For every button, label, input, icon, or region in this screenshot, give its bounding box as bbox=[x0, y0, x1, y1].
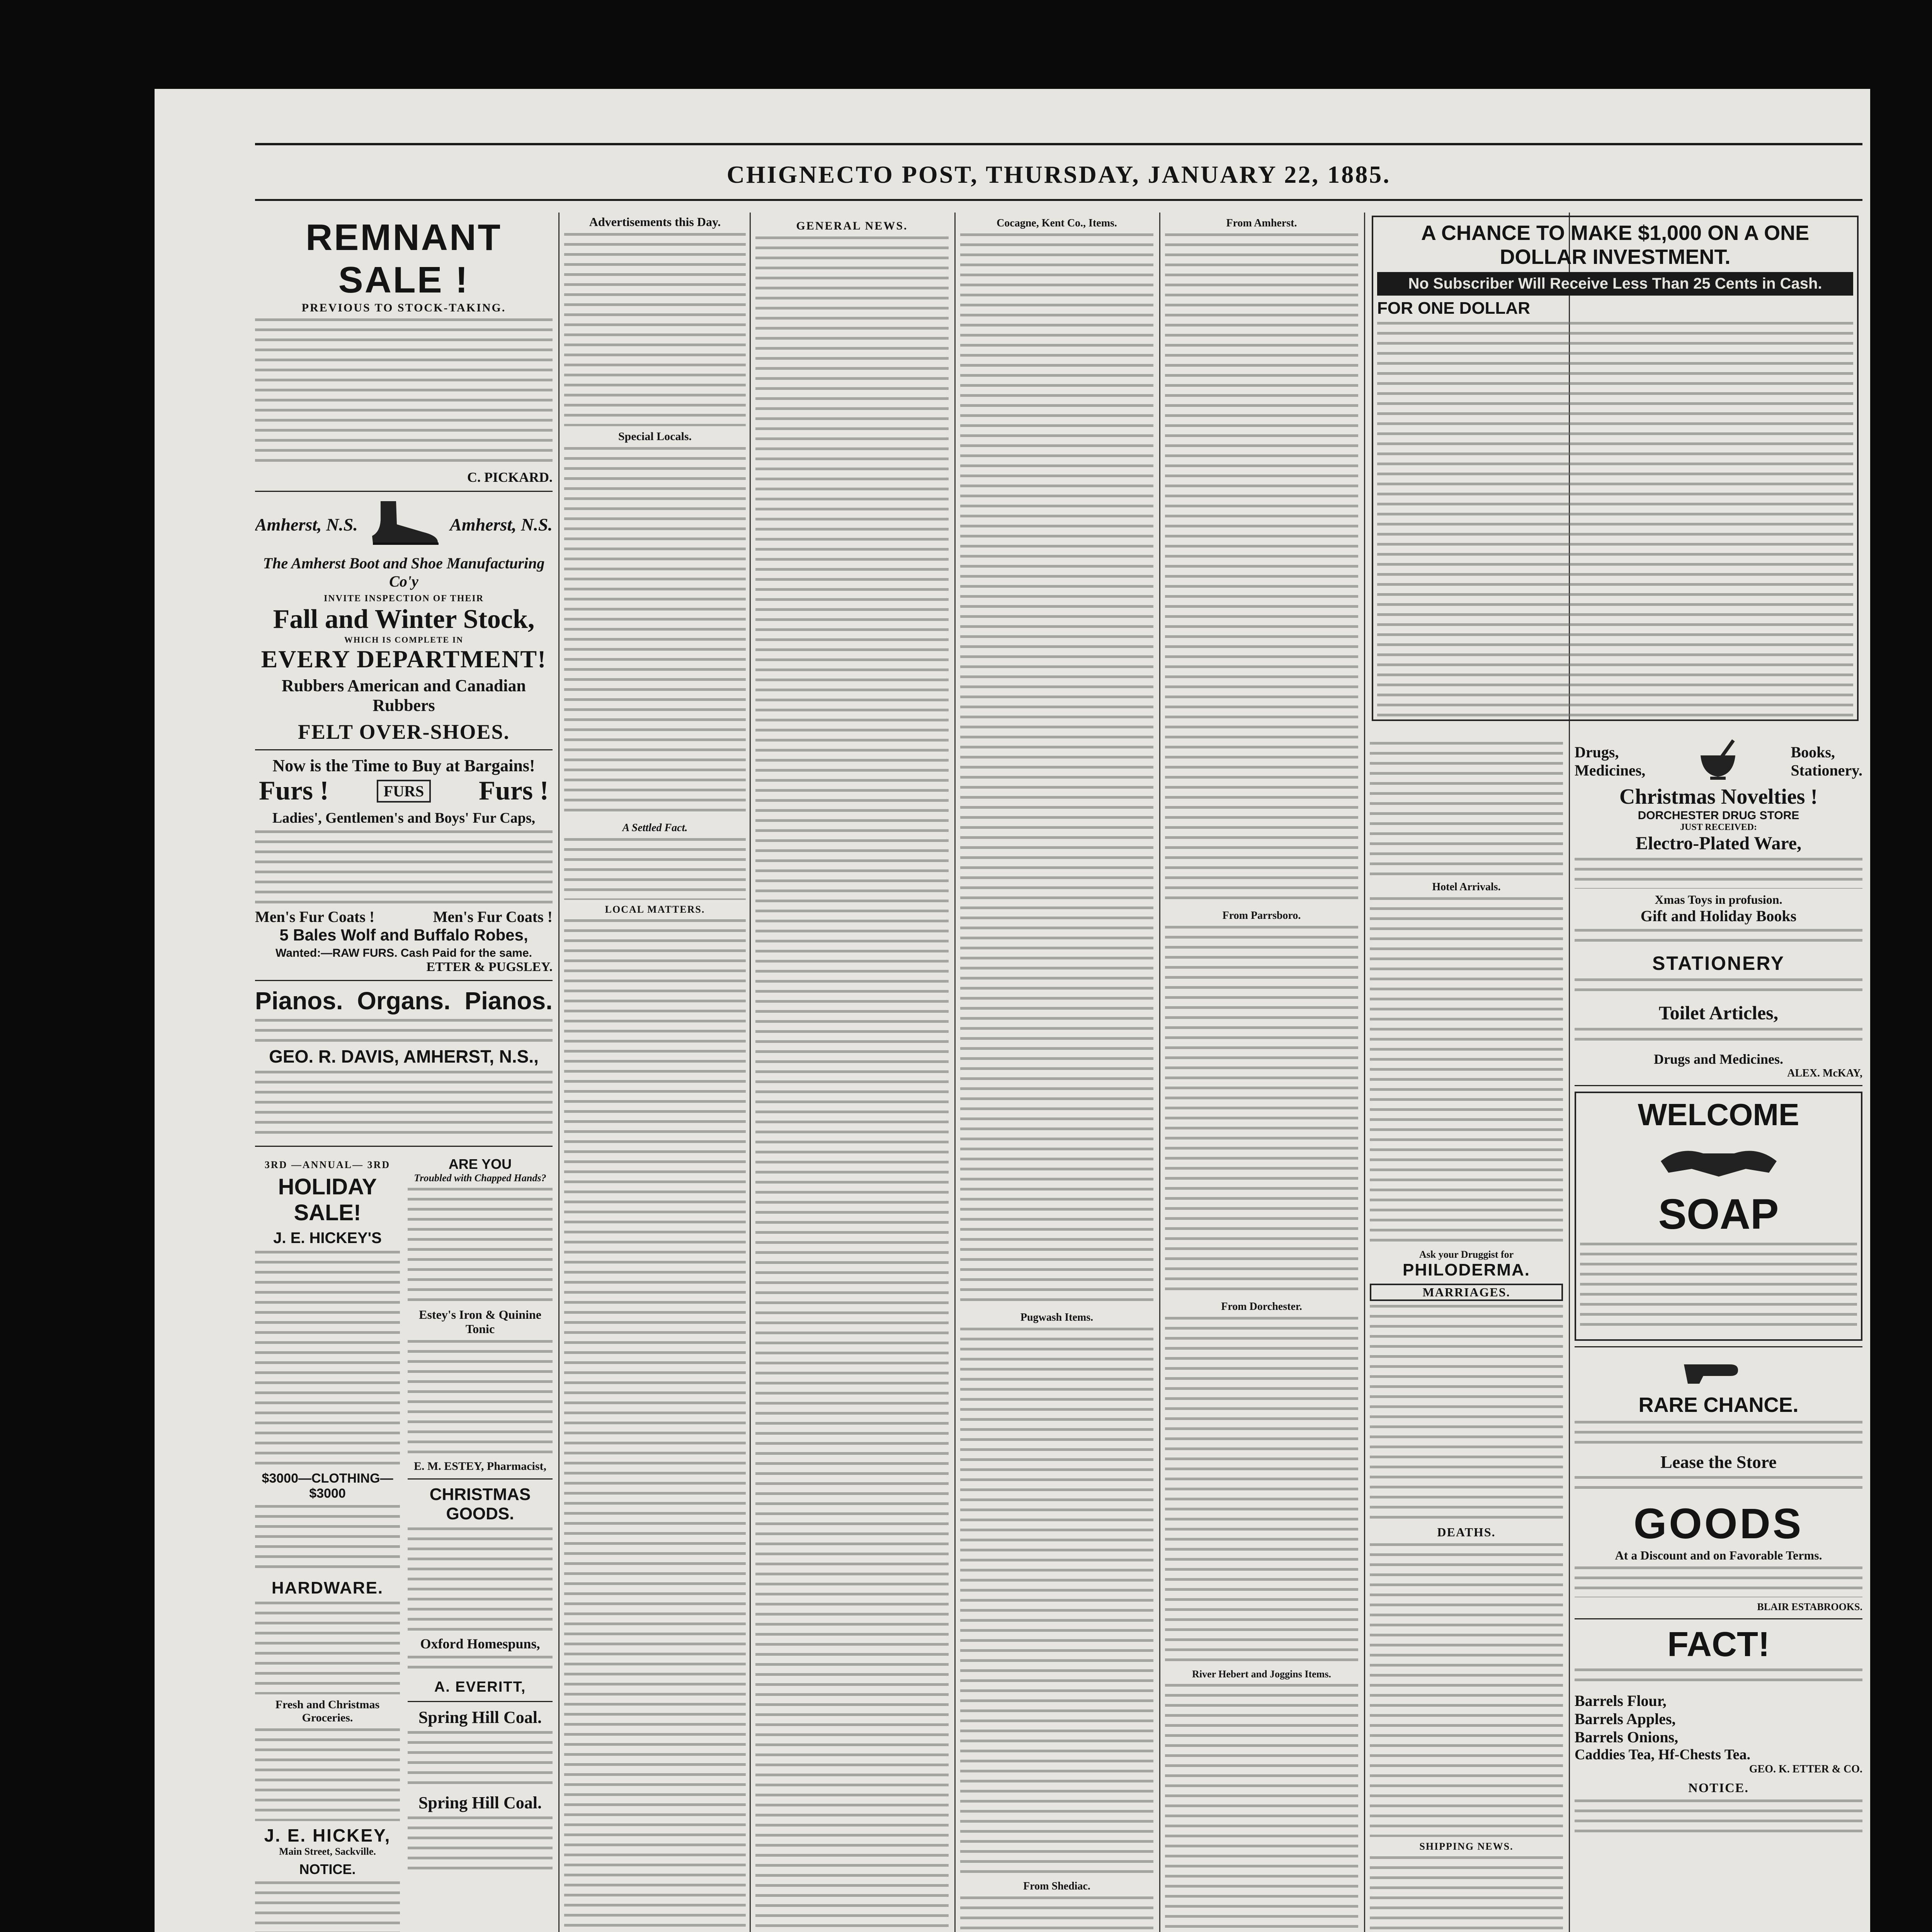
caddies-tea: Caddies Tea, Hf-Chests Tea. bbox=[1575, 1747, 1751, 1763]
groceries-body-text bbox=[255, 1728, 400, 1821]
deaths-title: DEATHS. bbox=[1437, 1525, 1496, 1539]
furs-box: FURS bbox=[377, 780, 431, 803]
column-cocagne bbox=[960, 213, 1153, 1932]
ask-druggist: Ask your Druggist for bbox=[1419, 1249, 1514, 1260]
column-divider bbox=[954, 213, 956, 1932]
fur-list-text bbox=[255, 830, 553, 904]
boot-icon bbox=[365, 497, 442, 552]
tonic-body-text bbox=[408, 1340, 553, 1456]
just-received: JUST RECEIVED: bbox=[1680, 822, 1757, 832]
hickey-ad bbox=[255, 1152, 400, 1932]
stationery-big: STATIONERY bbox=[1652, 952, 1785, 974]
lease-text bbox=[1575, 1476, 1862, 1495]
spring-hill-coal-2: Spring Hill Coal. bbox=[418, 1793, 542, 1812]
are-you: ARE YOU bbox=[448, 1156, 512, 1172]
oxford-body-text bbox=[408, 1656, 553, 1675]
coal-body-text-1 bbox=[408, 1731, 553, 1789]
bottom-ads-split bbox=[255, 1152, 553, 1932]
column-jolicure bbox=[1370, 738, 1563, 1932]
rubbers-line: Rubbers American and Canadian Rubbers bbox=[281, 676, 526, 715]
soap-text bbox=[1580, 1243, 1857, 1332]
chapped-question: Troubled with Chapped Hands? bbox=[414, 1172, 546, 1184]
notice-title: NOTICE. bbox=[299, 1861, 356, 1877]
general-news-text bbox=[755, 236, 949, 1932]
column-divider bbox=[1364, 213, 1365, 1932]
marriages-title: MARRIAGES. bbox=[1370, 1284, 1563, 1301]
special-locals: Special Locals. bbox=[618, 430, 692, 443]
christmas-novelties: Christmas Novelties ! bbox=[1619, 785, 1818, 809]
lease-store: Lease the Store bbox=[1660, 1452, 1777, 1472]
complete-in: WHICH IS COMPLETE IN bbox=[344, 635, 464, 645]
welcome-soap-ad bbox=[1575, 1092, 1862, 1341]
books: Books, bbox=[1791, 743, 1835, 761]
every-department: EVERY DEPARTMENT! bbox=[261, 645, 547, 673]
settled-text bbox=[564, 838, 746, 900]
furs-header bbox=[255, 776, 553, 806]
amherst-left: Amherst, N.S. bbox=[255, 515, 358, 534]
philoderma: PHILODERMA. bbox=[1403, 1260, 1530, 1279]
notice-body-text bbox=[255, 1881, 400, 1932]
shediac-title: From Shediac. bbox=[1023, 1880, 1090, 1892]
furs-left: Furs ! bbox=[259, 776, 329, 806]
estey-tonic: Estey's Iron & Quinine Tonic bbox=[419, 1308, 541, 1336]
pointing-hand-icon bbox=[1575, 1353, 1862, 1388]
column-divider bbox=[1159, 213, 1160, 1932]
organs: Organs. bbox=[357, 987, 451, 1015]
gift-text bbox=[1575, 929, 1862, 948]
fact-title: FACT! bbox=[1667, 1625, 1770, 1664]
marriages-text bbox=[1370, 1305, 1563, 1521]
from-dorchester: From Dorchester. bbox=[1221, 1301, 1302, 1313]
xmas-body-text bbox=[408, 1527, 553, 1632]
river-hebert: River Hebert and Joggins Items. bbox=[1192, 1668, 1331, 1680]
chance-ad-box bbox=[1372, 216, 1859, 721]
handshake-icon bbox=[1580, 1138, 1857, 1184]
etter-pugsley: ETTER & PUGSLEY. bbox=[426, 960, 553, 974]
shediac-text bbox=[960, 1896, 1153, 1932]
drugs-books-row bbox=[1575, 738, 1862, 784]
column-locals bbox=[564, 213, 746, 1932]
xmas-toys: Xmas Toys in profusion. bbox=[1655, 893, 1782, 906]
discount-terms: At a Discount and on Favorable Terms. bbox=[1615, 1548, 1822, 1562]
boot-company-name: The Amherst Boot and Shoe Manufacturing Co'y bbox=[263, 554, 545, 590]
local-matters: LOCAL MATTERS. bbox=[605, 904, 705, 915]
soap-title: SOAP bbox=[1658, 1190, 1779, 1238]
discount-text bbox=[1575, 1566, 1862, 1597]
pianos-left: Pianos. bbox=[255, 987, 343, 1015]
shipping-text bbox=[1370, 1856, 1563, 1932]
mens-coats-right: Men's Fur Coats ! bbox=[433, 908, 553, 925]
newspaper-page bbox=[155, 89, 1870, 1932]
ads-column-left bbox=[255, 213, 553, 1932]
etter-co: GEO. K. ETTER & CO. bbox=[1749, 1763, 1862, 1775]
pianos-right: Pianos. bbox=[464, 987, 553, 1015]
from-amherst: From Amherst. bbox=[1226, 217, 1297, 229]
wolf-robes: 5 Bales Wolf and Buffalo Robes, bbox=[279, 926, 528, 944]
mens-coats-left: Men's Fur Coats ! bbox=[255, 908, 375, 925]
clothing-line: $3000—CLOTHING—$3000 bbox=[262, 1471, 393, 1501]
remnant-subtitle: PREVIOUS TO STOCK-TAKING. bbox=[301, 301, 506, 314]
electro-plated: Electro-Plated Ware, bbox=[1635, 833, 1802, 854]
oxford-homespuns: Oxford Homespuns, bbox=[420, 1636, 540, 1651]
gift-books: Gift and Holiday Books bbox=[1640, 907, 1797, 925]
mens-coats-row bbox=[255, 908, 553, 926]
hebert-text bbox=[1165, 1684, 1358, 1932]
mckay: ALEX. McKAY, bbox=[1787, 1067, 1862, 1079]
fall-winter-stock: Fall and Winter Stock, bbox=[273, 604, 535, 634]
hickey-sign: J. E. HICKEY, bbox=[264, 1825, 391, 1845]
davis-body-text bbox=[255, 1071, 553, 1140]
raw-furs-wanted: Wanted:—RAW FURS. Cash Paid for the same. bbox=[276, 947, 532, 959]
cocagne-title: Cocagne, Kent Co., Items. bbox=[997, 217, 1117, 229]
dorchester-text bbox=[1165, 1317, 1358, 1665]
amherst-header bbox=[255, 497, 553, 552]
drugs: Drugs, bbox=[1575, 743, 1619, 761]
davis-name: GEO. R. DAVIS, AMHERST, N.S., bbox=[269, 1046, 539, 1066]
blair-sign: BLAIR ESTABROOKS. bbox=[1757, 1601, 1862, 1612]
notice-right: NOTICE. bbox=[1688, 1781, 1749, 1795]
settled-fact: A Settled Fact. bbox=[622, 822, 688, 834]
everitt: A. EVERITT, bbox=[434, 1679, 526, 1695]
furs-right: Furs ! bbox=[479, 776, 549, 806]
column-divider bbox=[750, 213, 751, 1932]
pugwash-title: Pugwash Items. bbox=[1020, 1311, 1094, 1323]
cocagne-text bbox=[960, 233, 1153, 1308]
masthead-rule bbox=[255, 199, 1862, 201]
hickey-address: Main Street, Sackville. bbox=[279, 1846, 376, 1857]
chance-subtitle: No Subscriber Will Receive Less Than 25 Cents in Cash. bbox=[1377, 272, 1853, 296]
hardware-title: HARDWARE. bbox=[271, 1578, 384, 1597]
dorchester-drug-store: DORCHESTER DRUG STORE bbox=[1638, 809, 1799, 822]
remnant-signature: C. PICKARD. bbox=[467, 469, 553, 485]
toilet-articles: Toilet Articles, bbox=[1658, 1002, 1779, 1024]
stationery: Stationery. bbox=[1791, 762, 1862, 779]
hardware-body-text bbox=[255, 1602, 400, 1694]
drugs-medicines: Drugs and Medicines. bbox=[1653, 1051, 1784, 1067]
pugwash-text bbox=[960, 1328, 1153, 1876]
ads-this-day: Advertisements this Day. bbox=[589, 215, 721, 229]
shipping-news: SHIPPING NEWS. bbox=[1419, 1841, 1514, 1852]
piano-body-text bbox=[255, 1019, 553, 1042]
masthead: CHIGNECTO POST, THURSDAY, JANUARY 22, 1885. bbox=[726, 161, 1391, 188]
column-general-news bbox=[755, 213, 949, 1932]
ads-list-text bbox=[564, 233, 746, 426]
pianos-organs bbox=[255, 986, 553, 1015]
christmas-goods: CHRISTMAS GOODS. bbox=[429, 1485, 531, 1523]
from-parrsboro: From Parrsboro. bbox=[1222, 910, 1301, 922]
welcome-title: WELCOME bbox=[1638, 1097, 1799, 1132]
hotel-arrivals: Hotel Arrivals. bbox=[1432, 881, 1501, 893]
medicines: Medicines, bbox=[1575, 762, 1646, 779]
remnant-sale-title: REMNANT SALE ! bbox=[306, 217, 502, 301]
barrels-apples: Barrels Apples, bbox=[1575, 1710, 1676, 1728]
hickey-body-text bbox=[255, 1251, 400, 1467]
local-matters-text bbox=[564, 919, 746, 1932]
toilet-text bbox=[1575, 1028, 1862, 1047]
rare-text bbox=[1575, 1421, 1862, 1448]
remnant-body-text bbox=[255, 318, 553, 465]
electro-text bbox=[1575, 858, 1862, 889]
barrels-flour: Barrels Flour, bbox=[1575, 1692, 1667, 1709]
column-amherst bbox=[1165, 213, 1358, 1932]
top-rule bbox=[255, 143, 1862, 145]
invite-text: INVITE INSPECTION OF THEIR bbox=[323, 594, 484, 604]
deaths-text bbox=[1370, 1543, 1563, 1837]
holiday-sale: HOLIDAY SALE! bbox=[278, 1174, 377, 1225]
goods-title: GOODS bbox=[1633, 1500, 1804, 1548]
clothing-body-text bbox=[255, 1505, 400, 1575]
holiday-prefix: 3RD —ANNUAL— 3RD bbox=[264, 1159, 391, 1170]
amherst-right: Amherst, N.S. bbox=[450, 515, 553, 534]
mortar-pestle-icon bbox=[1695, 738, 1741, 784]
groceries-title: Fresh and Christmas Groceries. bbox=[275, 1698, 380, 1724]
amherst-text bbox=[1165, 233, 1358, 906]
column-divider bbox=[558, 213, 560, 1932]
chance-title: A CHANCE TO MAKE $1,000 ON A ONE DOLLAR INVESTMENT. bbox=[1421, 221, 1810, 269]
coal-body-text-2 bbox=[408, 1816, 553, 1874]
general-news-title: GENERAL NEWS. bbox=[796, 219, 908, 232]
column-ads-right bbox=[1575, 738, 1862, 1932]
felt-overshoes: FELT OVER-SHOES. bbox=[298, 720, 510, 743]
bargains-line: Now is the Time to Buy at Bargains! bbox=[272, 756, 535, 775]
hotel-text bbox=[1370, 897, 1563, 1245]
estey-ad bbox=[408, 1152, 553, 1932]
fact-text bbox=[1575, 1668, 1862, 1688]
jolicure-text bbox=[1370, 742, 1563, 877]
rare-chance: RARE CHANCE. bbox=[1638, 1393, 1799, 1417]
barrels-onions: Barrels Onions, bbox=[1575, 1728, 1679, 1746]
spring-hill-coal-1: Spring Hill Coal. bbox=[418, 1708, 542, 1727]
estey-pharmacist: E. M. ESTEY, Pharmacist, bbox=[413, 1460, 547, 1473]
notice-right-text bbox=[1575, 1799, 1862, 1838]
fur-caps-line: Ladies', Gentlemen's and Boys' Fur Caps, bbox=[272, 810, 536, 826]
estey-body-text bbox=[408, 1188, 553, 1304]
prize-list-text bbox=[1377, 322, 1853, 721]
hickey-name: J. E. HICKEY'S bbox=[273, 1230, 382, 1247]
locals-text bbox=[564, 447, 746, 818]
stationery-text bbox=[1575, 978, 1862, 998]
for-one-dollar: FOR ONE DOLLAR bbox=[1377, 299, 1530, 318]
parrsboro-text bbox=[1165, 926, 1358, 1297]
chance-ad bbox=[1368, 213, 1862, 730]
